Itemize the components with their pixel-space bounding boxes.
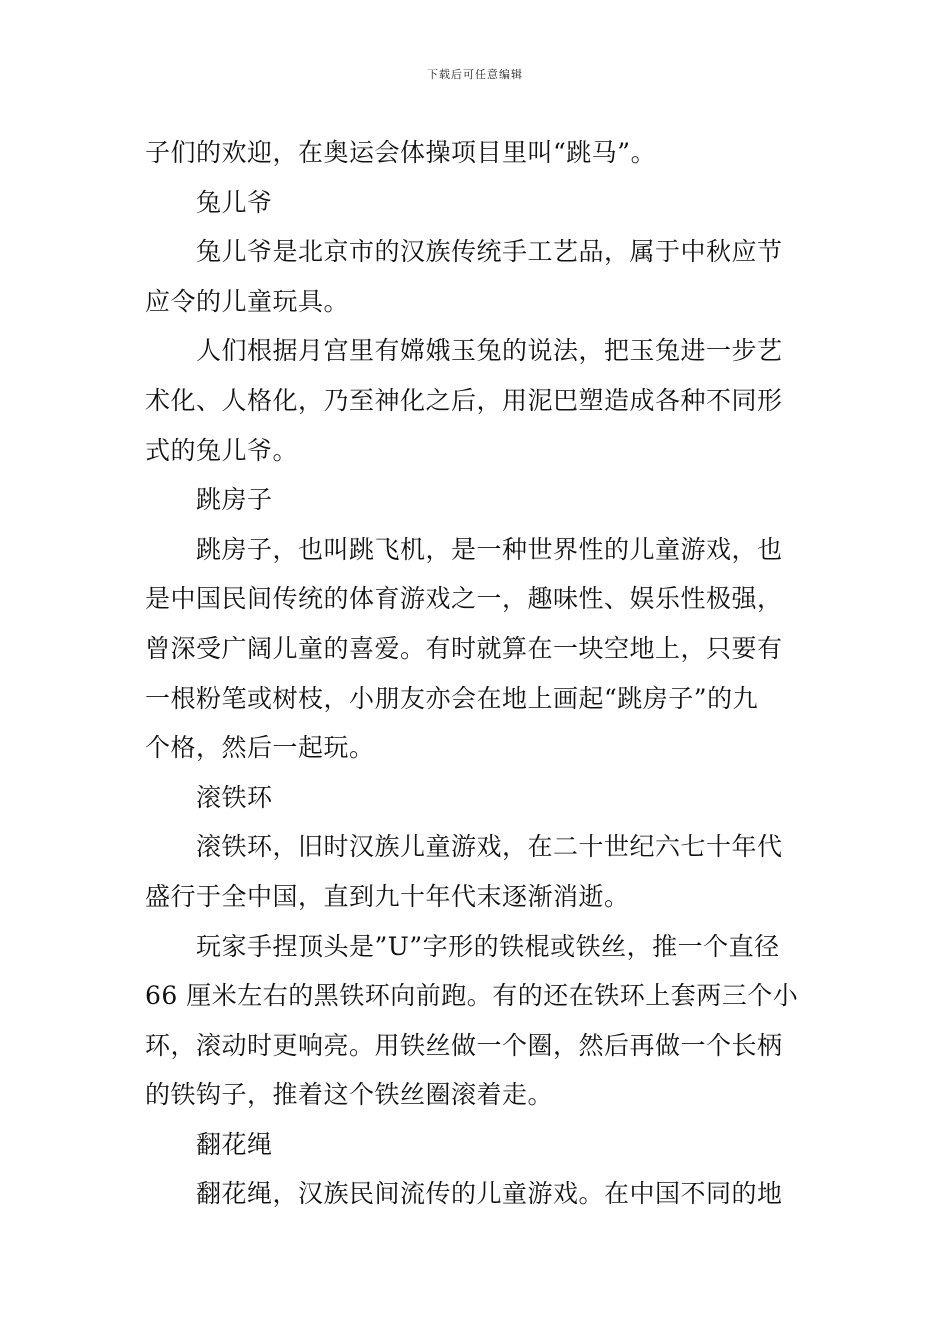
text-line: 翻花绳: [196, 1129, 273, 1159]
header-note: 下载后可任意编辑: [427, 68, 523, 81]
text-line: 环，滚动时更响亮。用铁丝做一个圈，然后再做一个长柄: [145, 1030, 783, 1060]
text-line: 兔儿爷是北京市的汉族传统手工艺品，属于中秋应节: [196, 237, 783, 267]
text-line: 的铁钩子，推着这个铁丝圈滚着走。: [145, 1080, 554, 1110]
text-line: 式的兔儿爷。: [145, 435, 299, 465]
text-line: 人们根据月宫里有嫦娥玉兔的说法，把玉兔进一步艺: [196, 336, 783, 366]
text-line: 一根粉笔或树枝，小朋友亦会在地上画起“跳房子”的九: [145, 683, 759, 713]
text-line: 盛行于全中国，直到九十年代末逐渐消逝。: [145, 881, 630, 911]
text-line: 应令的儿童玩具。: [145, 286, 350, 316]
text-line: 子们的欢迎，在奥运会体操项目里叫“跳马”。: [145, 138, 657, 167]
body-text: [145, 128, 810, 1219]
text-line: 是中国民间传统的体育游戏之一，趣味性、娱乐性极强，: [145, 584, 783, 614]
text-line: 66 厘米左右的黑铁环向前跑。有的还在铁环上套两三个小: [145, 981, 799, 1011]
text-line: 术化、人格化，乃至神化之后，用泥巴塑造成各种不同形: [145, 385, 783, 415]
text-line: 翻花绳，汉族民间流传的儿童游戏。在中国不同的地: [196, 1179, 783, 1209]
text-line: 个格，然后一起玩。: [145, 733, 375, 763]
text-line: 滚铁环: [196, 782, 273, 812]
text-line: 滚铁环，旧时汉族儿童游戏，在二十世纪六七十年代: [196, 832, 783, 862]
text-line: 跳房子，也叫跳飞机，是一种世界性的儿童游戏，也: [196, 534, 783, 564]
text-line: 玩家手捏顶头是”U”字形的铁棍或铁丝，推一个直径: [196, 931, 780, 961]
text-line: 跳房子: [196, 485, 273, 515]
text-line: 曾深受广阔儿童的喜爱。有时就算在一块空地上，只要有: [145, 633, 783, 663]
text-line: 兔儿爷: [196, 187, 273, 217]
